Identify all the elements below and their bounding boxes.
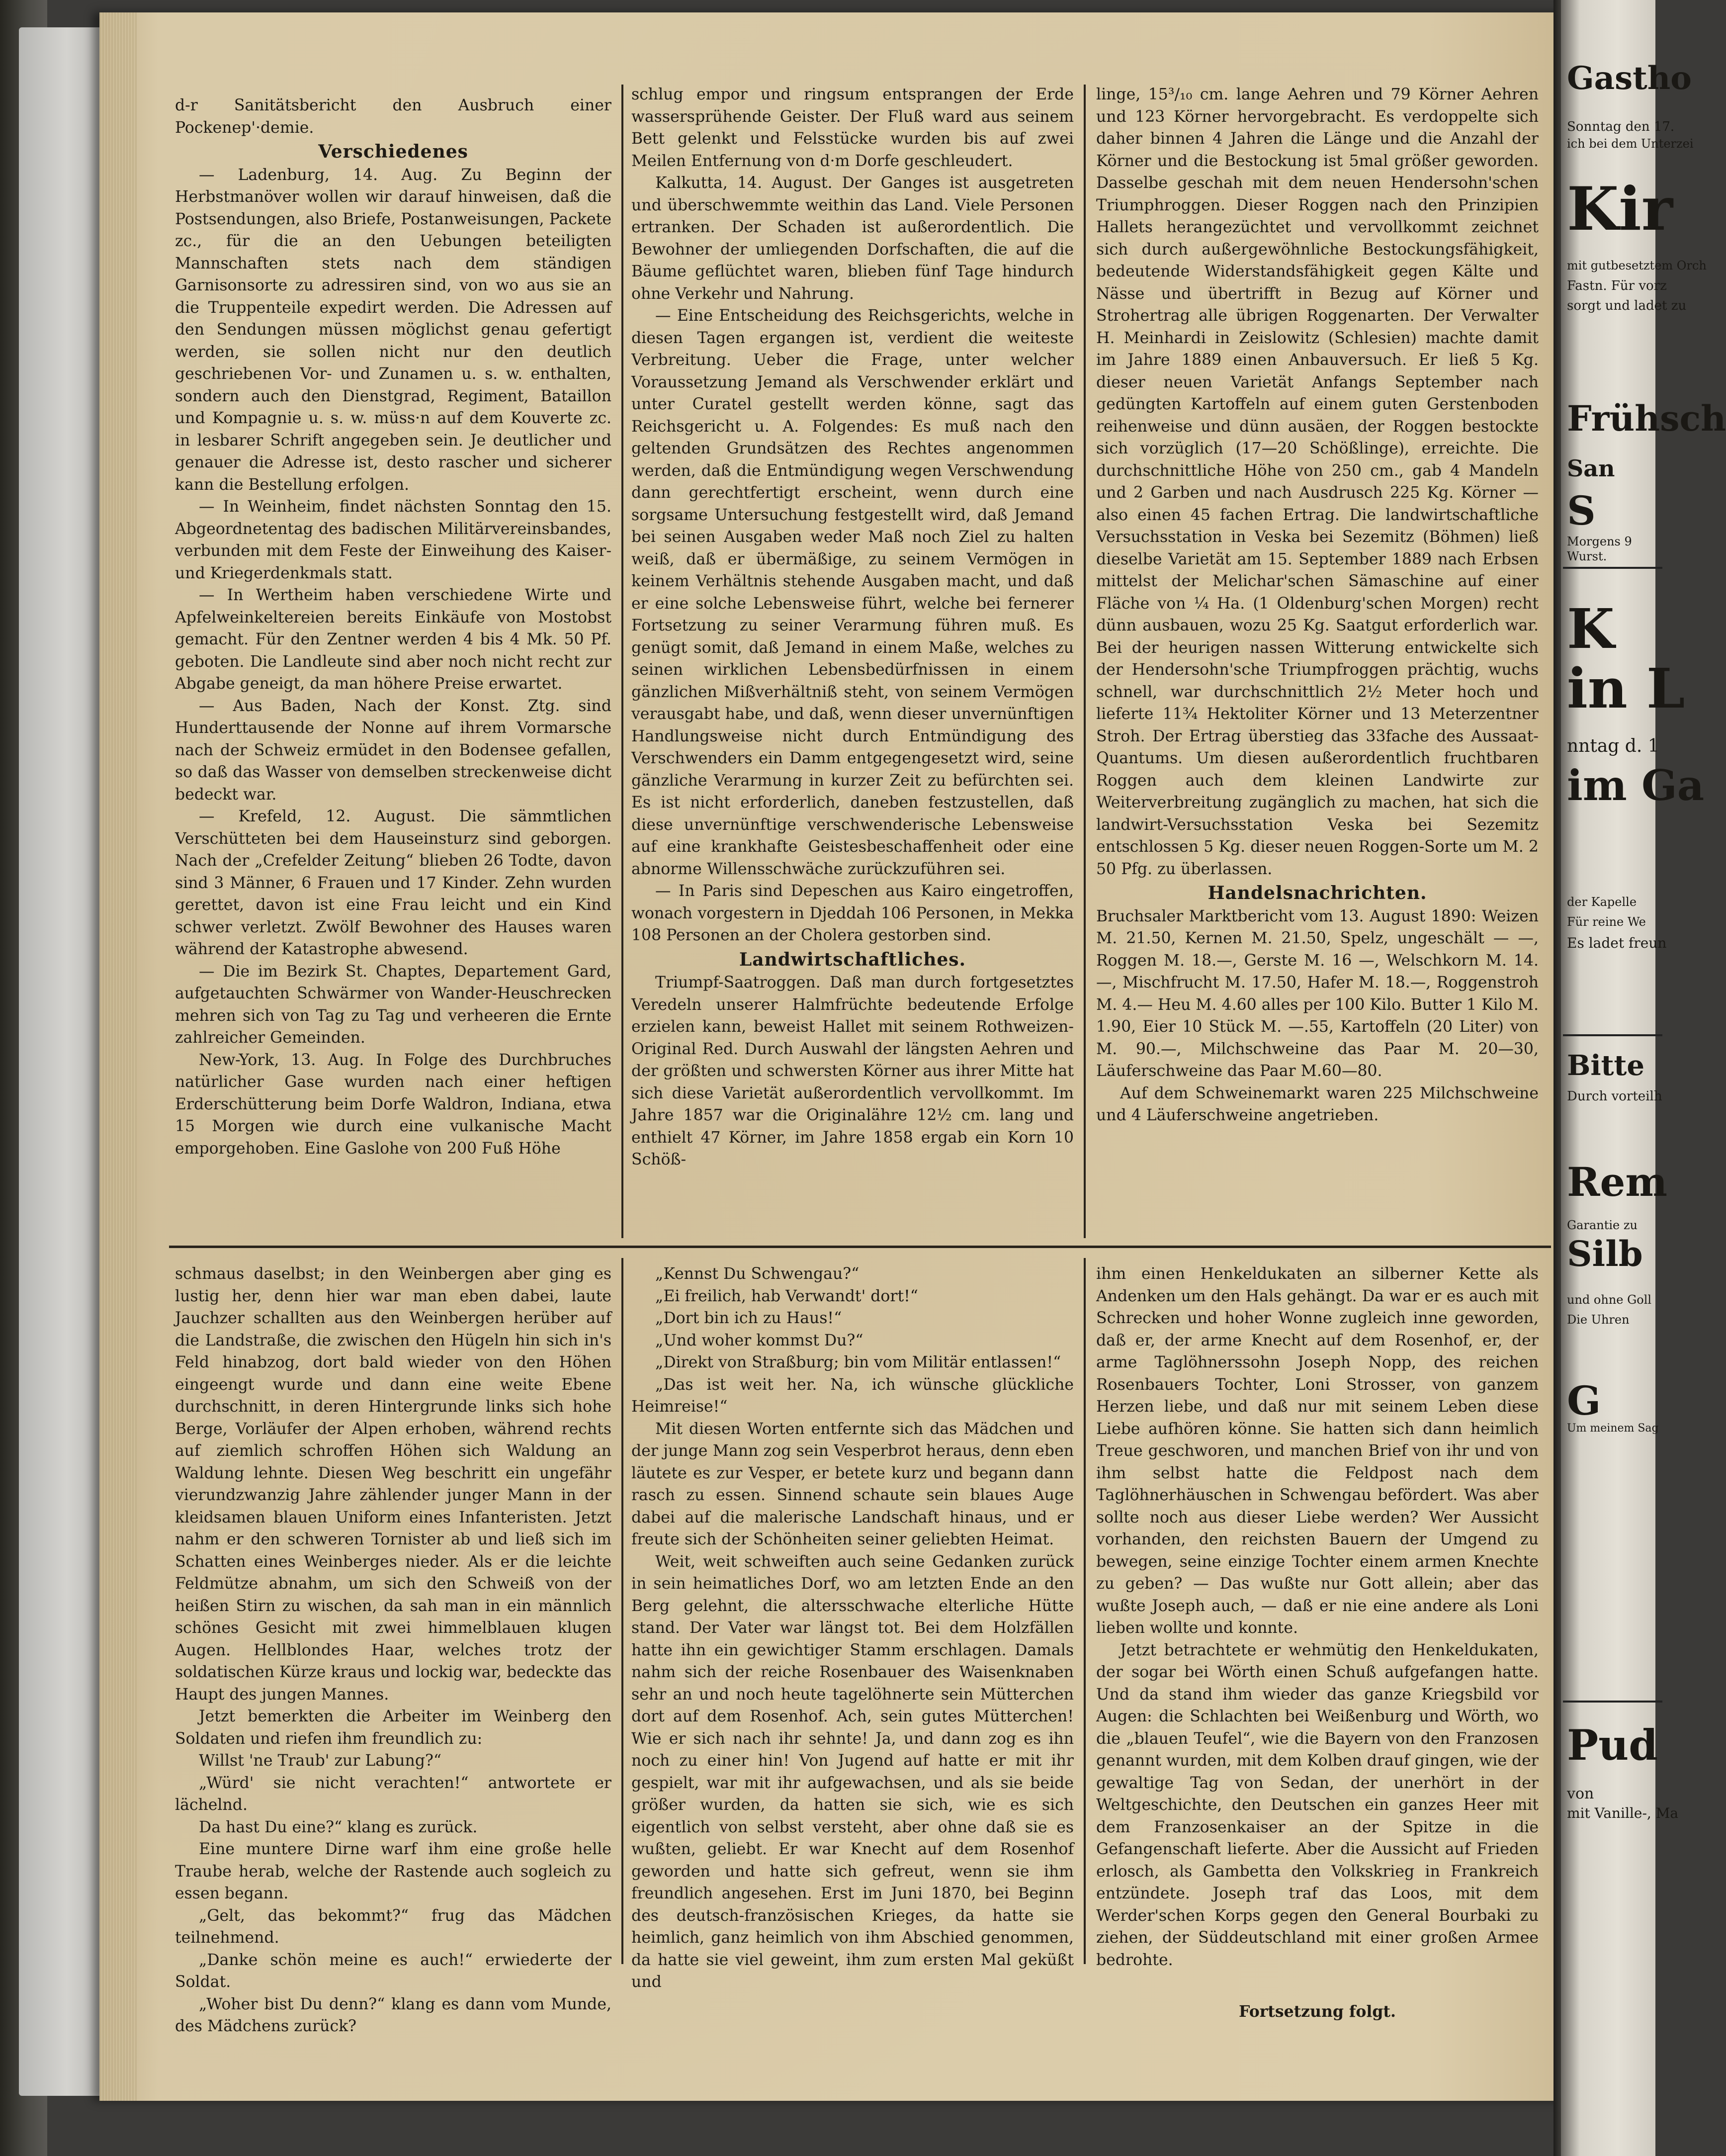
adjacent-page-text: Für reine We bbox=[1567, 915, 1646, 929]
article-paragraph: Da hast Du eine?“ klang es zurück. bbox=[199, 1818, 478, 1836]
adjacent-page-text: mit Vanille-, Ma bbox=[1567, 1805, 1679, 1821]
article-paragraph: „Woher bist Du denn?“ klang es dann vom Munde, des Mädchens zurück? bbox=[175, 1995, 611, 2035]
column-divider bbox=[1084, 1258, 1086, 1964]
bottom-column-3 bbox=[1096, 1263, 1539, 2023]
article-paragraph: — Aus Baden, Nach der Konst. Ztg. sind Hunderttausende der Nonne auf ihrem Vormarsche nach der Schweiz ermüdet in den Bodensee gefallen, so daß das Wasser von demselben streckenweise dicht bedeckt war. bbox=[175, 697, 611, 804]
article-paragraph: schlug empor und ringsum entsprangen der Erde wassersprühende Geister. Der Fluß ward aus seinem Bett gelenkt und Felsstücke wurden bis auf zwei Meilen Entfernung von d·m Dorfe geschleudert. bbox=[631, 86, 1074, 170]
adjacent-page-text: im Ga bbox=[1567, 761, 1705, 810]
column-divider bbox=[621, 85, 623, 1238]
article-paragraph: Eine muntere Dirne warf ihm eine große helle Traube herab, welche der Rastende auch sogleich zu essen begann. bbox=[175, 1840, 611, 1902]
section-heading: Handelsnachrichten. bbox=[1208, 883, 1427, 903]
section-divider bbox=[169, 1246, 1551, 1248]
article-paragraph: — Ladenburg, 14. Aug. Zu Beginn der Herbstmanöver wollen wir darauf hinweisen, daß die Postsendungen, also Briefe, Postanweisungen, Packete zc., für die an den Uebungen beteiligten Mannschaften stets nach dem ständigen Garnisonsorte zu adressiren sind, von wo aus sie an die Truppenteile expedirt werden. Die Adressen auf den Sendungen müssen möglichst genau gefertigt werden, sie sollen nicht nur den deutlich geschriebenen Vor- und Zunamen u. s. w. enthalten, sondern auch den Dienstgrad, Regiment, Bataillon und Kompagnie u. s. w. müss·n auf dem Kouverte zc. in lesbarer Schrift angegeben sein. Je deutlicher und genauer die Adresse ist, desto rascher und sicherer kann die Bestellung erfolgen. bbox=[175, 166, 611, 494]
article-paragraph: „Danke schön meine es auch!“ erwiederte der Soldat. bbox=[175, 1951, 611, 1991]
adjacent-page-text: Silb bbox=[1567, 1233, 1643, 1274]
page-edges bbox=[99, 12, 137, 2101]
article-paragraph: „Kennst Du Schwengau?“ bbox=[655, 1265, 860, 1283]
article-paragraph: — Eine Entscheidung des Reichsgerichts, welche in diesen Tagen ergangen ist, verdient die weiteste Verbreitung. Ueber die Frage, unter welcher Voraussetzung Jemand als Verschwender erklärt und unter Curatel gestellt werden könne, sagt das Reichsgericht u. A. Folgendes: Es muß nach den geltenden Grundsätzen des Rechtes angenommen werden, daß die Entmündigung wegen Verschwendung dann gerechtfertigt erscheint, wenn durch eine sorgsame Untersuchung festgestellt wird, daß Jemand bei seinen Ausgaben weder Maß noch Ziel zu halten weiß, daß er übermäßige, zu seinem Vermögen in keinem Verhältnis stehende Ausgaben macht, und daß er eine solche Lebensweise führt, welche bei fernerer Fortsetzung zu seiner Verarmung führen muß. Es genügt somit, daß Jemand in einem Maße, welches zu seinen wirklichen Lebensbedürfnissen in einem gänzlichen Mißverhältniß steht, von seinem Vermögen verausgabt habe, und daß, wenn dieser unvernünftigen Handlungsweise nicht durch Entmündigung des Verschwenders ein Damm entgegengesetzt wird, seine gänzliche Verarmung in kurzer Zeit zu befürchten sei. Es ist nicht erforderlich, daneben festzustellen, daß diese unvernünftige verschwenderische Lebensweise auf eine krankhafte Geistesbeschaffenheit oder eine abnorme Willensschwäche zurückzuführen sei. bbox=[631, 307, 1074, 878]
article-paragraph: — Die im Bezirk St. Chaptes, Departement Gard, aufgetauchten Schwärmer von Wander-Heuschrecken mehren sich von Tag zu Tag und verheeren die Ernte zahlreicher Gemeinden. bbox=[175, 962, 611, 1047]
article-paragraph: ihm einen Henkeldukaten an silberner Kette als Andenken um den Hals gehängt. Da war er es auch mit Schrecken und hoher Wonne zugleich inne geworden, daß er, der arme Knecht auf dem Rosenhof, er, der arme Taglöhnerssohn Joseph Nopp, des reichen Rosenbauers Tochter, Loni Strosser, von ganzem Herzen liebe, und daß nur mit seinem Leben diese Liebe aufhören könne. Sie hatten sich dann heimlich Treue geschworen, und manchen Brief von ihr und von ihm selbst hatte die Feldpost nach dem Taglöhnerhäuschen in Schwengau befördert. Was aber sollte noch aus dieser Liebe werden? Wer Aussicht vorhanden, den reichsten Bauern der Umgend zu bewegen, seine einzige Tochter einem armen Knechte zu geben? — Das wußte nur Gott allein; aber das wußte Joseph auch, — daß er nie eine andere als Loni lieben wollte und konnte. bbox=[1096, 1265, 1539, 1637]
adjacent-page-text: Kir bbox=[1567, 174, 1673, 244]
adjacent-page-text: ich bei dem Unterzei bbox=[1567, 137, 1694, 151]
section-heading: Landwirtschaftliches. bbox=[739, 949, 966, 970]
adjacent-page-text: Pud bbox=[1567, 1720, 1658, 1770]
adjacent-page-text: Frühsch bbox=[1567, 398, 1726, 439]
continuation-note: Fortsetzung folgt. bbox=[1239, 2002, 1396, 2021]
article-paragraph: „Direkt von Straßburg; bin vom Militär entlassen!“ bbox=[655, 1353, 1061, 1371]
bottom-column-2 bbox=[631, 1263, 1074, 1993]
article-paragraph: Jetzt bemerkten die Arbeiter im Weinberg den Soldaten und riefen ihm freundlich zu: bbox=[175, 1707, 611, 1748]
adjacent-page-text: Fastn. Für vorz bbox=[1567, 278, 1667, 293]
adjacent-page-text: San bbox=[1567, 455, 1615, 482]
adjacent-page-text: Rem bbox=[1567, 1159, 1668, 1205]
adjacent-page-text: von bbox=[1567, 1785, 1594, 1802]
adjacent-page-text: in L bbox=[1567, 656, 1685, 720]
article-paragraph: „Gelt, das bekommt?“ frug das Mädchen teilnehmend. bbox=[175, 1906, 611, 1947]
adjacent-page-text: der Kapelle bbox=[1567, 895, 1637, 909]
adjacent-page-text: Sonntag den 17. bbox=[1567, 119, 1675, 134]
adjacent-page-text: Wurst. bbox=[1567, 549, 1607, 563]
article-paragraph: — In Paris sind Depeschen aus Kairo eingetroffen, wonach vorgestern in Djeddah 106 Personen, in Mekka 108 Personen an der Cholera gestorben sind. bbox=[631, 882, 1074, 944]
article-paragraph: Willst 'ne Traub' zur Labung?“ bbox=[199, 1752, 442, 1770]
article-paragraph: Triumpf-Saatroggen. Daß man durch fortgesetztes Veredeln unserer Halmfrüchte bedeutende Erfolge erzielen kann, beweist Hallet mit seinem Rothweizen-Original Red. Durch Auswahl der längsten Aehren und der größten und schwersten Körner aus ihrer Mitte hat sich diese Varietät außerordentlich vervollkommt. Im Jahre 1857 war die Originalähre 12½ cm. lang und enthielt 47 Körner, im Jahre 1858 ergab ein Korn 10 Schöß- bbox=[631, 974, 1074, 1168]
bottom-column-1 bbox=[175, 1263, 611, 2038]
article-paragraph: Bruchsaler Marktbericht vom 13. August 1890: Weizen M. 21.50, Kernen M. 21.50, Spelz, ungeschält — —, Roggen M. 18.—, Gerste M. 16 —, Welschkorn M. 14.—, Mischfrucht M. 17.50, Hafer M. 18.—, Roggenstroh M. 4.— Heu M. 4.60 alles per 100 Kilo. Butter 1 Kilo M. 1.90, Eier 10 Stück M. —.55, Kartoffeln (20 Liter) von M. 90.—, Milchschweine das Paar M. 20—30, Läuferschweine das Paar M.60—80. bbox=[1096, 907, 1539, 1080]
top-column-3 bbox=[1096, 84, 1539, 1127]
adjacent-page-text: S bbox=[1567, 487, 1596, 534]
adjacent-page-text: Die Uhren bbox=[1567, 1313, 1630, 1327]
ad-box bbox=[1563, 567, 1662, 569]
article-paragraph: „Dort bin ich zu Haus!“ bbox=[655, 1309, 842, 1327]
adjacent-page-text: mit gutbesetztem Orch bbox=[1567, 259, 1707, 272]
adjacent-page-text: Bitte bbox=[1567, 1049, 1644, 1082]
article-paragraph: schmaus daselbst; in den Weinbergen aber ging es lustig her, denn hier war man eben dabei, laute Jauchzer schallten aus den Weinbergen herüber auf die Landstraße, die zwischen den Hügeln hin sich in's Feld hinabzog, dort bald wieder von den Höhen eingeengt wurde und dann eine weite Ebene durchschnitt, in deren Hintergrunde links sich hohe Berge, Vorläufer der Alpen erhoben, während rechts auf ziemlich schroffen Höhen sich Waldung an Waldung lehnte. Diesen Weg beschritt ein ungefähr vierundzwanzig Jahre zählender junger Mann in der kleidsamen blauen Uniform eines Infanteristen. Jetzt nahm er den schweren Tornister ab und ließ sich im Schatten eines Weinberges nieder. Als er die leichte Feldmütze abnahm, um sich den Schweiß von der heißen Stirn zu wischen, da sah man in ein männlich schönes Gesicht mit zwei himmelblauen klugen Augen. Hellblondes Haar, welches trotz der soldatischen Kürze kraus und lockig war, bedeckte das Haupt des jungen Mannes. bbox=[175, 1265, 611, 1704]
adjacent-page-text: Es ladet freun bbox=[1567, 935, 1667, 951]
adjacent-page-text: und ohne Goll bbox=[1567, 1293, 1652, 1307]
ad-box bbox=[1563, 1701, 1662, 1703]
article-paragraph: d-r Sanitätsbericht den Ausbruch einer Pockenep'·demie. bbox=[175, 96, 611, 137]
column-divider bbox=[621, 1258, 623, 1964]
article-paragraph: Jetzt betrachtete er wehmütig den Henkeldukaten, der sogar bei Wörth einen Schuß aufgefangen hatte. Und da stand ihm wieder das ganze Kriegsbild vor Augen: die Schlachten bei Weißenburg und Wörth, wo die „blauen Teufel“, wie die Bayern von den Franzosen genannt wurden, mit dem Kolben drauf gingen, wie der gewaltige Tag von Sedan, der unerhört in der Weltgeschichte, den Deutschen ein ganzes Heer mit dem Franzosenkaiser an der Spitze in die Gefangenschaft lieferte. Aber die Aussicht auf Frieden erlosch, als Gambetta den Volkskrieg in Frankreich entzündete. Joseph traf das Loos, mit dem Werder'schen Korps gegen den General Bourbaki zu ziehen, der Süddeutschland mit einer großen Armee bedrohte. bbox=[1096, 1641, 1539, 1969]
article-paragraph: — Krefeld, 12. August. Die sämmtlichen Verschütteten bei dem Hauseinsturz sind geborgen. Nach der „Crefelder Zeitung“ blieben 26 Todte, davon sind 3 Männer, 6 Frauen und 17 Kinder. Zehn wurden gerettet, davon ist eine Frau leicht und ein Kind schwer verletzt. Zwölf Bewohner des Hauses waren während der Katastrophe abwesend. bbox=[175, 808, 611, 958]
adjacent-page-text: Um meinem Sag bbox=[1567, 1422, 1659, 1435]
adjacent-page-text: Morgens 9 bbox=[1567, 535, 1632, 548]
article-paragraph: Kalkutta, 14. August. Der Ganges ist ausgetreten und überschwemmte weithin das Land. Viele Personen ertranken. Der Schaden ist außerordentlich. Die Bewohner der umliegenden Dorfschaften, die auf die Bäume geflüchtet waren, blieben fünf Tage hindurch ohne Verkehr und Nahrung. bbox=[631, 174, 1074, 303]
adjacent-page-text: Durch vorteilh bbox=[1567, 1089, 1662, 1104]
ad-box bbox=[1563, 1034, 1662, 1036]
top-column-2 bbox=[631, 84, 1074, 1171]
article-paragraph: linge, 15³/₁₀ cm. lange Aehren und 79 Körner Aehren und 123 Körner hervorgebracht. Es verdoppelte sich daher binnen 4 Jahren die Länge und die Anzahl der Körner und die Bestockung ist 5mal größer geworden. Dasselbe geschah mit dem neuen Hendersohn'schen Triumphroggen. Dieser Roggen nach den Prinzipien Hallets herangezüchtet und vervollkommt zeichnet sich durch außergewöhnliche Bestockungsfähigkeit, bedeutende Widerstandsfähigkeit gegen Kälte und Nässe und übertrifft in Bezug auf Körner und Strohertrag alle übrigen Roggenarten. Der Verwalter H. Meinhardi in Zeislowitz (Schlesien) machte damit im Jahre 1889 einen Anbauversuch. Er ließ 5 Kg. dieser neuen Varietät Anfangs September nach gedüngten Kartoffeln auf einem guten Gerstenboden reihenweise und dünn ausäen, der Roggen bestockte sich vorzüglich (17—20 Schößlinge), erreichte. Die durchschnittliche Höhe von 250 cm., gab 4 Mandeln und 2 Garben und nach Ausdrusch 225 Kg. Körner — also einen 45 fachen Ertrag. Die landwirtschaftliche Versuchsstation in Veska bei Sezemitz (Böhmen) ließ dieselbe Varietät am 15. September 1889 nach Erbsen mittelst der Melichar'schen Sämaschine auf einer Fläche von ¼ Ha. (1 Oldenburg'schen Morgen) recht dünn ausbauen, wozu 25 Kg. Saatgut erforderlich war. Bei der heurigen nassen Witterung entwickelte sich der Hendersohn'sche Triumpfroggen prächtig, wuchs schnell, war durchschnittlich 2½ Meter hoch und lieferte 11¾ Hektoliter Körner und 13 Meterzentner Stroh. Der Ertrag überstieg das 33fache des Aussaat-Quantums. Um diesen außerordentlich fruchtbaren Roggen auch dem kleinen Landwirte zur Weiterverbreitung zugänglich zu machen, hat sich die landwirt-Versuchsstation Veska bei Sezemitz entschlossen 5 Kg. dieser neuen Roggen-Sorte um M. 2 50 Pfg. zu überlassen. bbox=[1096, 86, 1539, 878]
article-paragraph: „Ei freilich, hab Verwandt' dort!“ bbox=[655, 1287, 918, 1305]
article-paragraph: New-York, 13. Aug. In Folge des Durchbruches natürlicher Gase wurden nach einer heftigen Erderschütterung beim Dorfe Waldron, Indiana, etwa 15 Morgen wie durch eine vulkanische Macht emporgehoben. Eine Gaslohe von 200 Fuß Höhe bbox=[175, 1051, 611, 1158]
adjacent-page-text: Garantie zu bbox=[1567, 1218, 1638, 1232]
column-divider bbox=[1084, 85, 1086, 1238]
section-heading: Verschiedenes bbox=[318, 141, 468, 162]
adjacent-page-text: Gastho bbox=[1567, 60, 1692, 97]
article-paragraph: Auf dem Schweinemarkt waren 225 Milchschweine und 4 Läuferschweine angetrieben. bbox=[1096, 1084, 1539, 1124]
adjacent-page-text: K bbox=[1567, 597, 1615, 661]
adjacent-page bbox=[1561, 0, 1726, 2156]
article-paragraph: Mit diesen Worten entfernte sich das Mädchen und der junge Mann zog sein Vesperbrot heraus, denn eben läutete es zur Vesper, er betete kurz und begann dann rasch zu essen. Sinnend schaute sein blaues Auge dabei auf die malerische Landschaft hinaus, und er freute sich der Schönheiten seiner geliebten Heimat. bbox=[631, 1420, 1074, 1548]
article-paragraph: „Und woher kommst Du?“ bbox=[655, 1331, 863, 1349]
top-column-1 bbox=[175, 94, 611, 1160]
article-paragraph: — In Wertheim haben verschiedene Wirte und Apfelweinkeltereien bereits Einkäufe von Mostobst gemacht. Für den Zentner werden 4 bis 4 Mk. 50 Pf. geboten. Die Landleute sind aber noch nicht recht zur Abgabe geneigt, da man höhere Preise erwartet. bbox=[175, 586, 611, 693]
article-paragraph: Weit, weit schweiften auch seine Gedanken zurück in sein heimatliches Dorf, wo am letzten Ende an den Berg gelehnt, die altersschwache elterliche Hütte stand. Der Vater war längst tot. Bei dem Holzfällen hatte ihn ein gewichtiger Stamm erschlagen. Damals nahm sich der reiche Rosenbauer des Waisenknaben sehr an und noch heute tagelöhnerte sein Mütterchen dort auf dem Rosenhof. Ach, sein gutes Mütterchen! Wie er sich nach ihr sehnte! Ja, und dann zog es ihn noch zu einer hin! Von Jugend auf hatte er mit ihr gespielt, war mit ihr aufgewachsen, und als sie beide größer wurden, da hatten sie sich, wie es sich eigentlich von selbst versteht, aber ohne daß sie es wußten, geliebt. Er war Knecht auf dem Rosenhof geworden und hatte sich gefreut, wenn sie ihm freundlich angesehen. Erst im Juni 1870, bei Beginn des deutsch-französischen Krieges, da hatte sie heimlich, ganz heimlich von ihm Abschied genommen, da hatte sie viel geweint, ihm zum ersten Mal geküßt und bbox=[631, 1552, 1074, 1991]
article-paragraph: — In Weinheim, findet nächsten Sonntag den 15. Abgeordnetentag des badischen Militärvereinsbandes, verbunden mit dem Feste der Einweihung des Kaiser- und Kriegerdenkmals statt. bbox=[175, 498, 611, 582]
adjacent-page-text: G bbox=[1567, 1377, 1601, 1424]
adjacent-page-text: nntag d. 1 bbox=[1567, 736, 1659, 756]
article-paragraph: „Würd' sie nicht verachten!“ antwortete er lächelnd. bbox=[175, 1774, 611, 1814]
adjacent-page-text: sorgt und ladet zu bbox=[1567, 298, 1687, 313]
article-paragraph: „Das ist weit her. Na, ich wünsche glückliche Heimreise!“ bbox=[631, 1375, 1074, 1416]
